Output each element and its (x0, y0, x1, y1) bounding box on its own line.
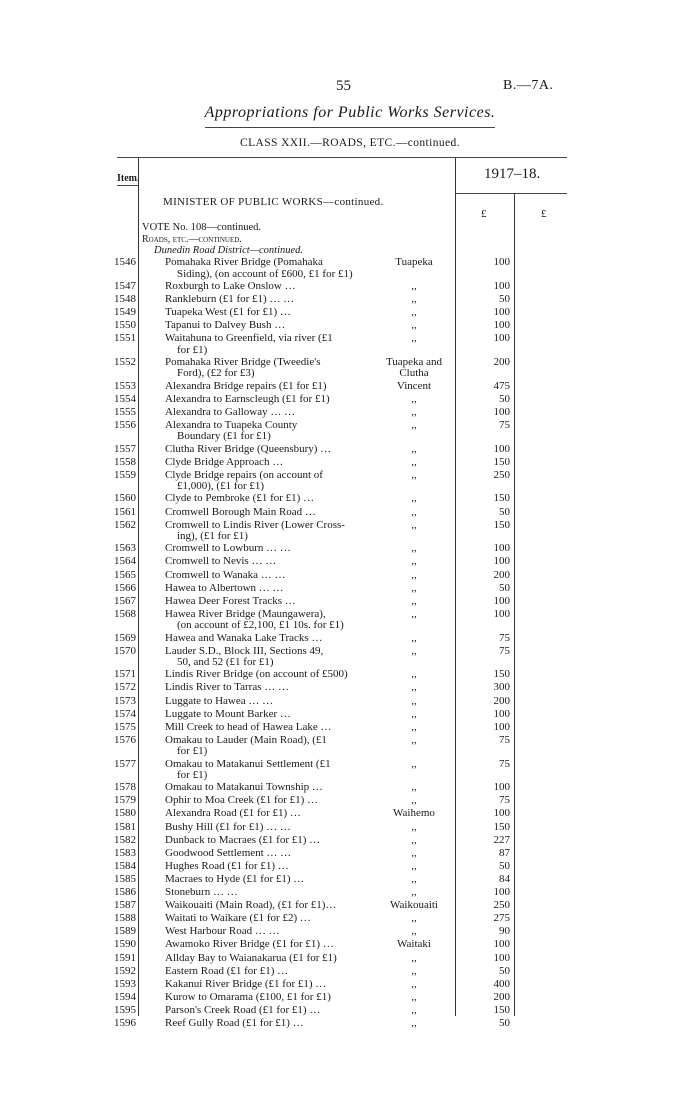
amount: 75 (499, 644, 510, 657)
item-number: 1594 (114, 990, 136, 1003)
item-number: 1573 (114, 694, 136, 707)
description-line: Lauder S.D., Block III, Sections 49, (165, 644, 324, 657)
amount: 200 (493, 568, 510, 581)
amount: 200 (493, 990, 510, 1003)
amount: 150 (493, 668, 510, 681)
item-description (165, 782, 375, 794)
item-description (165, 307, 375, 319)
description-line: Lindis River Bridge (on account of £500) (165, 668, 348, 681)
year-column-header: 1917–18. (484, 166, 541, 182)
item-description (165, 357, 375, 380)
description-line: (on account of £2,100, £1 10s. for £1) (177, 619, 344, 632)
description-line: for £1) (177, 745, 208, 758)
electoral-district: ,, (411, 733, 417, 746)
item-description (165, 520, 375, 543)
electoral-district: ,, (411, 951, 417, 964)
item-description (165, 709, 375, 721)
electoral-district: Tuapeka (395, 256, 433, 268)
electoral-district: ,, (411, 872, 417, 885)
electoral-district: Tuapeka and Clutha (385, 355, 443, 379)
amount: 84 (499, 872, 510, 885)
amount: 100 (493, 781, 510, 794)
electoral-district: ,, (411, 405, 417, 418)
description-line: Hughes Road (£1 for £1) … (165, 859, 289, 872)
document-reference: B.—7A. (503, 78, 554, 93)
electoral-district: Waitaki (397, 938, 431, 951)
item-description (165, 596, 375, 608)
item-number: 1562 (114, 518, 136, 531)
description-line: Eastern Road (£1 for £1) … (165, 964, 289, 977)
electoral-district: ,, (411, 518, 417, 531)
description-line: Alexandra to Earnscleugh (£1 for £1) (165, 392, 330, 405)
description-line: Reef Gully Road (£1 for £1) … (165, 1017, 304, 1029)
description-line: Omakau to Matakanui Settlement (£1 (165, 757, 331, 770)
description-line: Hawea and Wanaka Lake Tracks … (165, 631, 323, 644)
item-description (165, 543, 375, 555)
amount: 400 (493, 977, 510, 990)
item-description (165, 394, 375, 406)
electoral-district: ,, (411, 833, 417, 846)
item-number: 1552 (114, 355, 136, 368)
electoral-district: Vincent (396, 379, 432, 392)
description-line: Luggate to Hawea … … (165, 694, 274, 707)
item-number: 1581 (114, 820, 136, 833)
amount: 75 (499, 418, 510, 431)
electoral-district: ,, (411, 292, 417, 305)
item-description (165, 979, 375, 991)
item-number: 1563 (114, 542, 136, 555)
electoral-district: ,, (411, 492, 417, 505)
amount-subcolumn-divider (514, 194, 515, 1016)
electoral-district: Waihemo (393, 807, 435, 820)
description-line: Parson's Creek Road (£1 for £1) … (165, 1003, 321, 1016)
item-number: 1579 (114, 794, 136, 807)
electoral-district: ,, (411, 990, 417, 1003)
amount: 100 (493, 938, 510, 951)
item-number: 1575 (114, 720, 136, 733)
description-line: Pomahaka River Bridge (Tweedie's (165, 355, 321, 368)
amount: 100 (493, 319, 510, 331)
amount: 300 (493, 681, 510, 694)
amount: 100 (493, 256, 510, 268)
item-description (165, 861, 375, 873)
pound-symbol: £ (481, 208, 487, 220)
description-line: Kakanui River Bridge (£1 for £1) … (165, 977, 327, 990)
item-description (165, 633, 375, 645)
electoral-district: ,, (411, 781, 417, 794)
item-column-divider (138, 158, 139, 1016)
electoral-district: ,, (411, 455, 417, 468)
electoral-district: ,, (411, 668, 417, 681)
item-description (165, 507, 375, 519)
electoral-district: ,, (411, 694, 417, 707)
amount: 87 (499, 846, 510, 859)
amount: 100 (493, 886, 510, 898)
item-description (165, 570, 375, 582)
amount: 150 (493, 518, 510, 531)
amount: 50 (499, 505, 510, 518)
item-description (165, 457, 375, 469)
description-line: for £1) (177, 769, 208, 781)
item-description (165, 257, 375, 280)
item-description (165, 966, 375, 978)
item-number: 1591 (114, 951, 136, 964)
amount: 200 (493, 355, 510, 368)
amount: 50 (499, 964, 510, 977)
amount: 150 (493, 820, 510, 833)
electoral-district: ,, (411, 925, 417, 938)
item-number: 1569 (114, 631, 136, 644)
amount: 150 (493, 492, 510, 505)
class-heading: CLASS XXII.—ROADS, ETC.—continued. (240, 137, 460, 149)
item-description (165, 381, 375, 393)
vote-heading: VOTE No. 108—continued. (142, 222, 261, 233)
item-number: 1576 (114, 733, 136, 746)
electoral-district: ,, (411, 964, 417, 977)
item-number: 1561 (114, 505, 136, 518)
item-number: 1593 (114, 977, 136, 990)
amount: 75 (499, 794, 510, 807)
description-line: Cromwell Borough Main Road … (165, 505, 316, 518)
description-line: Waikouaiti (Main Road), (£1 for £1)… (165, 899, 337, 912)
item-description (165, 420, 375, 443)
item-description (165, 696, 375, 708)
item-description (165, 874, 375, 886)
electoral-district: ,, (411, 859, 417, 872)
description-line: Omakau to Lauder (Main Road), (£1 (165, 733, 327, 746)
item-number: 1592 (114, 964, 136, 977)
amount: 50 (499, 292, 510, 305)
description-line: Tuapeka West (£1 for £1) … (165, 305, 291, 318)
amount: 100 (493, 951, 510, 964)
description-line: Macraes to Hyde (£1 for £1) … (165, 872, 305, 885)
description-line: Kurow to Omarama (£100, £1 for £1) (165, 990, 331, 1003)
item-number: 1567 (114, 594, 136, 607)
item-number: 1570 (114, 644, 136, 657)
amount: 100 (493, 720, 510, 733)
electoral-district: ,, (411, 568, 417, 581)
amount: 100 (493, 594, 510, 607)
item-description (165, 583, 375, 595)
description-line: Cromwell to Wanaka … … (165, 568, 286, 581)
description-line: £1,000), (£1 for £1) (177, 480, 265, 493)
electoral-district: ,, (411, 392, 417, 405)
amount: 200 (493, 694, 510, 707)
electoral-district: ,, (411, 468, 417, 481)
description-line: Omakau to Matakanui Township … (165, 781, 323, 794)
amount: 75 (499, 733, 510, 746)
page-title: Appropriations for Public Works Services. (204, 104, 496, 121)
electoral-district: ,, (411, 794, 417, 807)
item-number: 1587 (114, 899, 136, 912)
item-description (165, 669, 375, 681)
description-line: Alexandra Bridge repairs (£1 for £1) (165, 379, 327, 392)
description-line: Goodwood Settlement … … (165, 846, 292, 859)
item-number: 1558 (114, 455, 136, 468)
item-number: 1586 (114, 886, 136, 898)
item-description (165, 281, 375, 293)
item-number: 1556 (114, 418, 136, 431)
electoral-district: ,, (411, 886, 417, 898)
item-number: 1574 (114, 707, 136, 720)
amount: 50 (499, 581, 510, 594)
vote-subheading: Roads, etc.—continued. (142, 234, 242, 245)
amount: 100 (493, 305, 510, 318)
amount: 250 (493, 468, 510, 481)
description-line: Ophir to Moa Creek (£1 for £1) … (165, 794, 319, 807)
description-line: ing), (£1 for £1) (177, 530, 248, 543)
electoral-district: ,, (411, 305, 417, 318)
amount: 75 (499, 757, 510, 770)
item-number: 1564 (114, 555, 136, 568)
item-number: 1577 (114, 757, 136, 770)
amount: 100 (493, 807, 510, 820)
electoral-district: ,, (411, 820, 417, 833)
item-number: 1590 (114, 938, 136, 951)
item-description (165, 900, 375, 912)
item-description (165, 759, 375, 782)
item-description (165, 609, 375, 632)
description-line: Boundary (£1 for £1) (177, 430, 271, 443)
page-number: 55 (336, 78, 351, 94)
electoral-district: ,, (411, 442, 417, 455)
item-description (165, 1005, 375, 1017)
minister-heading: MINISTER OF PUBLIC WORKS—continued. (163, 196, 384, 208)
description-line: Mill Creek to head of Hawea Lake … (165, 720, 332, 733)
description-line: Alexandra Road (£1 for £1) … (165, 807, 301, 820)
description-line: Clyde Bridge repairs (on account of (165, 468, 323, 481)
district-heading: Dunedin Road District—continued. (154, 245, 304, 256)
item-description (165, 556, 375, 568)
item-description (165, 1018, 375, 1030)
item-number: 1566 (114, 581, 136, 594)
amount: 100 (493, 555, 510, 568)
item-number: 1550 (114, 319, 136, 331)
item-number: 1559 (114, 468, 136, 481)
pound-symbol: £ (541, 208, 547, 220)
description-line: Hawea to Albertown … … (165, 581, 284, 594)
item-description (165, 887, 375, 899)
item-number: 1584 (114, 859, 136, 872)
description-line: Awamoko River Bridge (£1 for £1) … (165, 938, 334, 951)
amount: 90 (499, 925, 510, 938)
item-number: 1547 (114, 279, 136, 292)
item-number: 1565 (114, 568, 136, 581)
description-line: Tapanui to Dalvey Bush … (165, 319, 286, 331)
amount: 50 (499, 1017, 510, 1029)
item-number: 1585 (114, 872, 136, 885)
electoral-district: ,, (411, 720, 417, 733)
amount: 150 (493, 1003, 510, 1016)
item-number: 1557 (114, 442, 136, 455)
item-description (165, 808, 375, 820)
item-description (165, 320, 375, 332)
item-description (165, 822, 375, 834)
title-rule (205, 127, 495, 128)
item-description (165, 848, 375, 860)
description-line: Ford), (£2 for £3) (177, 367, 255, 380)
description-line: Alexandra to Galloway … … (165, 405, 296, 418)
item-number: 1572 (114, 681, 136, 694)
description-line: Waitati to Waikare (£1 for £2) … (165, 912, 311, 925)
electoral-district: ,, (411, 644, 417, 657)
description-line: Alexandra to Tuapeka County (165, 418, 298, 431)
description-line: Bushy Hill (£1 for £1) … … (165, 820, 291, 833)
description-line: Clyde to Pembroke (£1 for £1) … (165, 492, 315, 505)
item-number: 1588 (114, 912, 136, 925)
item-description (165, 992, 375, 1004)
item-number: 1568 (114, 607, 136, 620)
description-line: Clyde Bridge Approach … (165, 455, 284, 468)
description-line: Clutha River Bridge (Queensbury) … (165, 442, 332, 455)
item-number: 1595 (114, 1003, 136, 1016)
amount: 100 (493, 332, 510, 345)
electoral-district: ,, (411, 332, 417, 345)
description-line: Dunback to Macraes (£1 for £1) … (165, 833, 321, 846)
item-description (165, 493, 375, 505)
item-description (165, 913, 375, 925)
amount: 100 (493, 279, 510, 292)
item-description (165, 835, 375, 847)
electoral-district: ,, (411, 581, 417, 594)
amount: 50 (499, 859, 510, 872)
electoral-district: ,, (411, 631, 417, 644)
item-number: 1580 (114, 807, 136, 820)
amount: 475 (493, 379, 510, 392)
description-line: Allday Bay to Waianakarua (£1 for £1) (165, 951, 337, 964)
item-description (165, 333, 375, 356)
electoral-district: ,, (411, 555, 417, 568)
amount: 227 (493, 833, 510, 846)
item-description (165, 953, 375, 965)
description-line: Rankleburn (£1 for £1) … … (165, 292, 295, 305)
electoral-district: ,, (411, 681, 417, 694)
item-description (165, 294, 375, 306)
description-line: Luggate to Mount Barker … (165, 707, 291, 720)
amount: 150 (493, 455, 510, 468)
item-number: 1583 (114, 846, 136, 859)
electoral-district: ,, (411, 977, 417, 990)
electoral-district: ,, (411, 846, 417, 859)
item-number: 1596 (114, 1017, 136, 1029)
electoral-district: ,, (411, 279, 417, 292)
description-line: Hawea River Bridge (Maungawera), (165, 607, 326, 620)
item-header-rule (117, 185, 139, 186)
item-number: 1555 (114, 405, 136, 418)
electoral-district: ,, (411, 912, 417, 925)
amount: 100 (493, 405, 510, 418)
item-description (165, 407, 375, 419)
description-line: Pomahaka River Bridge (Pomahaka (165, 256, 323, 268)
amount: 275 (493, 912, 510, 925)
item-description (165, 795, 375, 807)
amount: 75 (499, 631, 510, 644)
item-number: 1554 (114, 392, 136, 405)
electoral-district: Waikouaiti (390, 899, 438, 912)
electoral-district: ,, (411, 1003, 417, 1016)
description-line: for £1) (177, 343, 208, 356)
item-number: 1551 (114, 332, 136, 345)
item-number: 1548 (114, 292, 136, 305)
electoral-district: ,, (411, 1017, 417, 1029)
description-line: 50, and 52 (£1 for £1) (177, 656, 274, 669)
year-header-rule (455, 193, 567, 194)
electoral-district: ,, (411, 757, 417, 770)
item-description (165, 646, 375, 669)
amount-column-divider (455, 158, 456, 1016)
item-description (165, 735, 375, 758)
item-description (165, 722, 375, 734)
item-column-header: Item. (117, 173, 140, 184)
description-line: Stoneburn … … (165, 886, 238, 898)
amount: 100 (493, 607, 510, 620)
item-number: 1582 (114, 833, 136, 846)
description-line: Cromwell to Lindis River (Lower Cross- (165, 518, 345, 531)
amount: 100 (493, 442, 510, 455)
description-line: Cromwell to Lowburn … … (165, 542, 291, 555)
electoral-district: ,, (411, 607, 417, 620)
item-description (165, 444, 375, 456)
item-number: 1578 (114, 781, 136, 794)
header-top-rule (117, 157, 567, 158)
item-description (165, 682, 375, 694)
electoral-district: ,, (411, 418, 417, 431)
description-line: Siding), (on account of £600, £1 for £1) (177, 267, 353, 280)
description-line: Cromwell to Nevis … … (165, 555, 277, 568)
electoral-district: ,, (411, 594, 417, 607)
electoral-district: ,, (411, 707, 417, 720)
item-number: 1553 (114, 379, 136, 392)
item-description (165, 939, 375, 951)
item-number: 1546 (114, 256, 136, 268)
item-number: 1589 (114, 925, 136, 938)
amount: 100 (493, 542, 510, 555)
item-description (165, 926, 375, 938)
item-number: 1549 (114, 305, 136, 318)
electoral-district: ,, (411, 505, 417, 518)
description-line: West Harbour Road … … (165, 925, 280, 938)
electoral-district: ,, (411, 319, 417, 331)
item-description (165, 470, 375, 493)
amount: 50 (499, 392, 510, 405)
item-number: 1560 (114, 492, 136, 505)
description-line: Hawea Deer Forest Tracks … (165, 594, 296, 607)
amount: 250 (493, 899, 510, 912)
amount: 100 (493, 707, 510, 720)
item-number: 1571 (114, 668, 136, 681)
electoral-district: ,, (411, 542, 417, 555)
description-line: Lindis River to Tarras … … (165, 681, 289, 694)
description-line: Roxburgh to Lake Onslow … (165, 279, 296, 292)
description-line: Waitahuna to Greenfield, via river (£1 (165, 332, 333, 345)
